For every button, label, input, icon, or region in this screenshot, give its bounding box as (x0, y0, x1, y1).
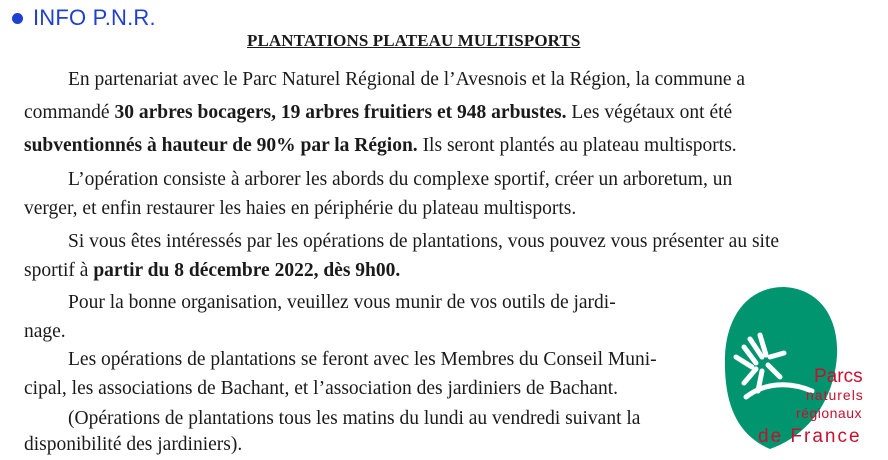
header (12, 2, 156, 34)
logo-text-parcs: Parcs (814, 366, 863, 387)
text-line: Ils seront plantés au plateau multisports. (417, 135, 737, 156)
paragraph-schedule (24, 406, 640, 458)
bold-quantities: 30 arbres bocagers, 19 arbres fruitiers et 948 arbustes. (114, 102, 567, 123)
text-line: (Opérations de plantations tous les matins du lundi au vendredi suivant la (68, 408, 641, 429)
paragraph-partnership (24, 63, 745, 162)
text-line: nage. (24, 321, 66, 342)
paragraph-invitation (24, 227, 779, 285)
text-line: sportif à (24, 260, 94, 281)
parcs-naturels-logo (724, 287, 876, 453)
bold-subsidy: subventionnés à hauteur de 90% par la Région. (24, 135, 418, 156)
text-line: verger, et enfin restaurer les haies en périphérie du plateau multisports. (24, 198, 577, 219)
header-title: INFO P.N.R. (33, 5, 156, 30)
bullet-icon (12, 13, 23, 24)
text-line: commandé (24, 102, 115, 123)
text-line: En partenariat avec le Parc Naturel Régional de l’Avesnois et la Région, la commune a (68, 69, 746, 90)
text-line: Si vous êtes intéressés par les opérations de plantations, vous pouvez vous présenter au site (68, 231, 780, 252)
logo-text-de-france: de France (758, 426, 862, 447)
paragraph-tools (24, 288, 616, 346)
paragraph-operation (24, 165, 732, 223)
bold-date: partir du 8 décembre 2022, dès 9h00. (93, 260, 401, 281)
logo-text-regionaux: régionaux (796, 405, 862, 421)
text-line: Les végétaux ont été (566, 102, 733, 123)
logo-text-naturels: naturels (806, 387, 864, 403)
text-line: Les opérations de plantations se feront avec les Membres du Conseil Muni- (68, 349, 657, 370)
text-line: Pour la bonne organisation, veuillez vous munir de vos outils de jardi- (68, 292, 616, 313)
text-line: cipal, les associations de Bachant, et l’association des jardiniers de Bachant. (24, 378, 619, 399)
text-line: disponibilité des jardiniers). (24, 434, 243, 455)
text-line: L’opération consiste à arborer les abords du complexe sportif, créer un arboretum, un (68, 169, 733, 190)
paragraph-participants (24, 345, 657, 403)
page-title: PLANTATIONS PLATEAU MULTISPORTS (247, 31, 581, 50)
